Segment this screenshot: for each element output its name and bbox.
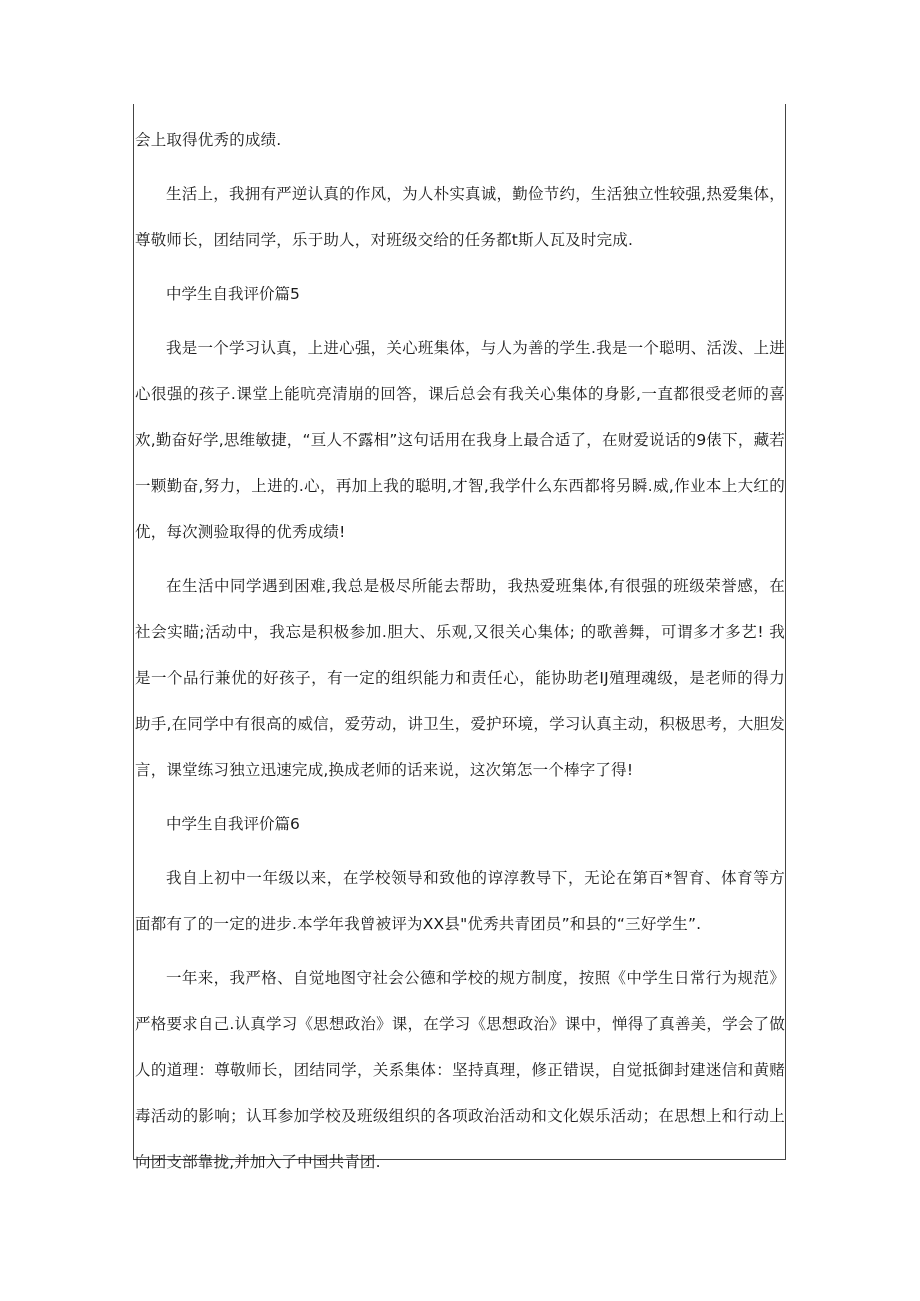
continuation-text: 会上取得优秀的成绩. [135,131,282,149]
life-paragraph: 生活上，我拥有严逆认真的作风，为人朴实真诚，勤俭节约，生活独立性较强,热爱集体，尊敬师长，团结同学，乐于助人，对班级交给的任务都t斯人瓦及时完成. [135,185,785,249]
section5-paragraph-2: 在生活中同学遇到困难,我总是极尽所能去帮助，我热爱班集体,有很强的班级荣誉感，在社会实瞄;活动中，我忘是积极参加.胆大、乐观,又很关心集体; 的歌善舞，可谓多才多艺! 我是一个品行兼优的好孩子，有一定的组织能力和责任心，能协助老IJ殖理魂级，是老师的得力助手,在同学中有很高的威信，爱劳动，讲卫生，爱护环境，学习认真主动，积极思考，大胆发言，课堂练习独立迅速完成,换成老师的话来说，这次第怎一个棒字了得! [135,577,785,779]
section5-title: 中学生自我评价篇5 [166,285,300,303]
section6-paragraph-2: 一年来，我严格、自觉地图守社会公德和学校的规方制度，按照《中学生日常行为规范》严格要求自己.认真学习《思想政治》课，在学习《思想政治》课中，惮得了真善美，学会了做人的道理：尊敬师长，团结同学，关系集体：坚持真理，修正错误，自觉抵御封建迷信和黄赌毒活动的影响；认耳参加学校及班级组织的各项政治活动和文化娱乐活动；在思想上和行动上向团支部靠拢,并加入了中国共青团. [135,969,785,1171]
section5-paragraph-1: 我是一个学习认真，上进心强，关心班集体，与人为善的学生.我是一个聪明、活泼、上进心很强的孩子.课堂上能吭亮清崩的回答，课后总会有我关心集体的身影,一直都很受老师的喜欢,勤奋好学,思维敏捷，“亘人不露相”这句话用在我身上最合适了，在财爱说话的9俵下，藏若一颗勤奋,努力，上进的.心，再加上我的聪明,才智,我学什么东西都将另瞬.威,作业本上大红的优，每次测验取得的优秀成绩! [135,339,785,541]
section6-title: 中学生自我评价篇6 [166,815,300,833]
section6-paragraph-1: 我自上初中一年级以来，在学校领导和致他的谆淳教导下，无论在第百*智育、体育等方面都有了的一定的进步.本学年我曾被评为XX县"优秀共青团员”和县的“三好学生”. [135,869,785,933]
document-body [135,117,785,1185]
